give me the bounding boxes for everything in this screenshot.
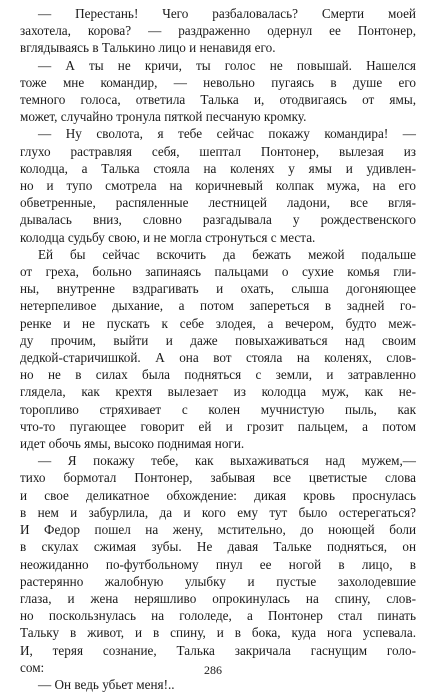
text-line: глухо растравляя себя, шептал Понтонер, вылезая из bbox=[20, 143, 416, 159]
paragraph bbox=[20, 125, 416, 245]
text-line: — А ты не кричи, ты голос не повышай. Нашелся bbox=[38, 57, 416, 73]
page-body bbox=[20, 5, 416, 693]
text-line: темного голоса, ответила Талька и, отодвигаясь от ямы, bbox=[20, 92, 416, 108]
text-line: от греха, больно запинаясь пальцами о сухие комья гли- bbox=[20, 264, 416, 280]
text-line: Ей бы сейчас вскочить да бежать межой подальше bbox=[38, 246, 416, 262]
text-line: тихо бормотал Понтонер, забывая все цветистые слова bbox=[20, 470, 416, 486]
paragraph bbox=[20, 246, 416, 452]
text-line: захотела, корова? — раздраженно одернул ее Понтонер, bbox=[20, 23, 416, 39]
text-line: идет обочь ямы, высоко поднимая ноги. bbox=[20, 436, 245, 452]
text-line: ренке и не пускать к себе злодея, а вечером, будто меж- bbox=[20, 315, 416, 331]
text-line: обветренные, распяленные лестницей ладони, все вгля- bbox=[20, 195, 416, 211]
text-line: может, случайно тронула пяткой песчаную кромку. bbox=[20, 109, 307, 125]
text-line: сом: bbox=[20, 659, 45, 675]
text-line: что-то пугающее говорит ей и грозит пальцем, а потом bbox=[20, 418, 416, 434]
text-line: неожиданно по-футбольному пнул ее ногой в лицо, в bbox=[20, 556, 416, 572]
text-line: но и тупо смотрела на коричневый колпак мужа, на его bbox=[20, 178, 416, 194]
text-line: — Перестань! Чего разбаловалась? Смерти моей bbox=[38, 6, 416, 21]
text-line: ду прочим, выйти и даже повыхаживаться над своим bbox=[20, 332, 416, 348]
text-line: — Он ведь убьет меня!.. bbox=[38, 676, 175, 692]
text-line: колодца судьбу свою, и не могла стронуться с места. bbox=[20, 229, 316, 245]
page-number: 286 bbox=[204, 663, 222, 677]
text-line: — Ну сволота, я тебе сейчас покажу командира! — bbox=[38, 126, 416, 142]
text-line: И, теряя сознание, Талька закричала гаснущим голо- bbox=[20, 642, 416, 658]
text-line: растерянно жалобную улыбку и пустые захолодевшие bbox=[20, 573, 416, 589]
text-line: но поскользнулась на гололеде, а Понтонер стал пинать bbox=[20, 608, 416, 624]
paragraph bbox=[20, 57, 416, 126]
text-line: тоже мне командир, — невольно пугаясь в душе его bbox=[20, 74, 416, 90]
text-line: но не в силах была подняться с земли, и затравленно bbox=[20, 367, 416, 383]
text-line: нетерпеливое дыхание, а потом запереться в задней го- bbox=[20, 298, 416, 314]
text-line: глядела, как крехтя вылезает из колодца муж, как не- bbox=[20, 384, 416, 400]
paragraph bbox=[20, 676, 416, 693]
text-line: дывалась вниз, словно разгадывала у рождественского bbox=[20, 212, 416, 228]
text-line: торопливо стряхивает с колен мучнистую пыль, как bbox=[20, 401, 416, 417]
text-line: глаза, и жена неряшливо опрокинулась на спину, слов- bbox=[20, 590, 416, 606]
paragraph bbox=[20, 452, 416, 676]
text-line: вглядываясь в Талькино лицо и ненавидя его. bbox=[20, 40, 276, 56]
text-line: ны, внутренне вздрагивать и охать, слыша догоняющее bbox=[20, 281, 416, 297]
paragraph bbox=[20, 5, 416, 57]
text-line: И Федор пошел на жену, мстительно, до ноющей боли bbox=[20, 522, 416, 538]
text-line: колодца, а Талька стояла на коленях у ямы и удивлен- bbox=[20, 160, 416, 176]
text-line: — Я покажу тебе, как выхаживаться над мужем,— bbox=[38, 453, 416, 469]
text-line: и свое деликатное обхождение: дикая кровь проснулась bbox=[20, 487, 416, 503]
text-line: в скулах сжимая зубы. Не давая Тальке подняться, он bbox=[20, 539, 416, 555]
text-line: в нем и забурлила, да и кого ему тут было остерегаться? bbox=[20, 504, 416, 520]
text-line: дедкой-старичишкой. А она вот стояла на коленях, слов- bbox=[20, 350, 416, 366]
text-line: Тальку в живот, и в спину, и в бока, куда нога успевала. bbox=[20, 625, 416, 641]
